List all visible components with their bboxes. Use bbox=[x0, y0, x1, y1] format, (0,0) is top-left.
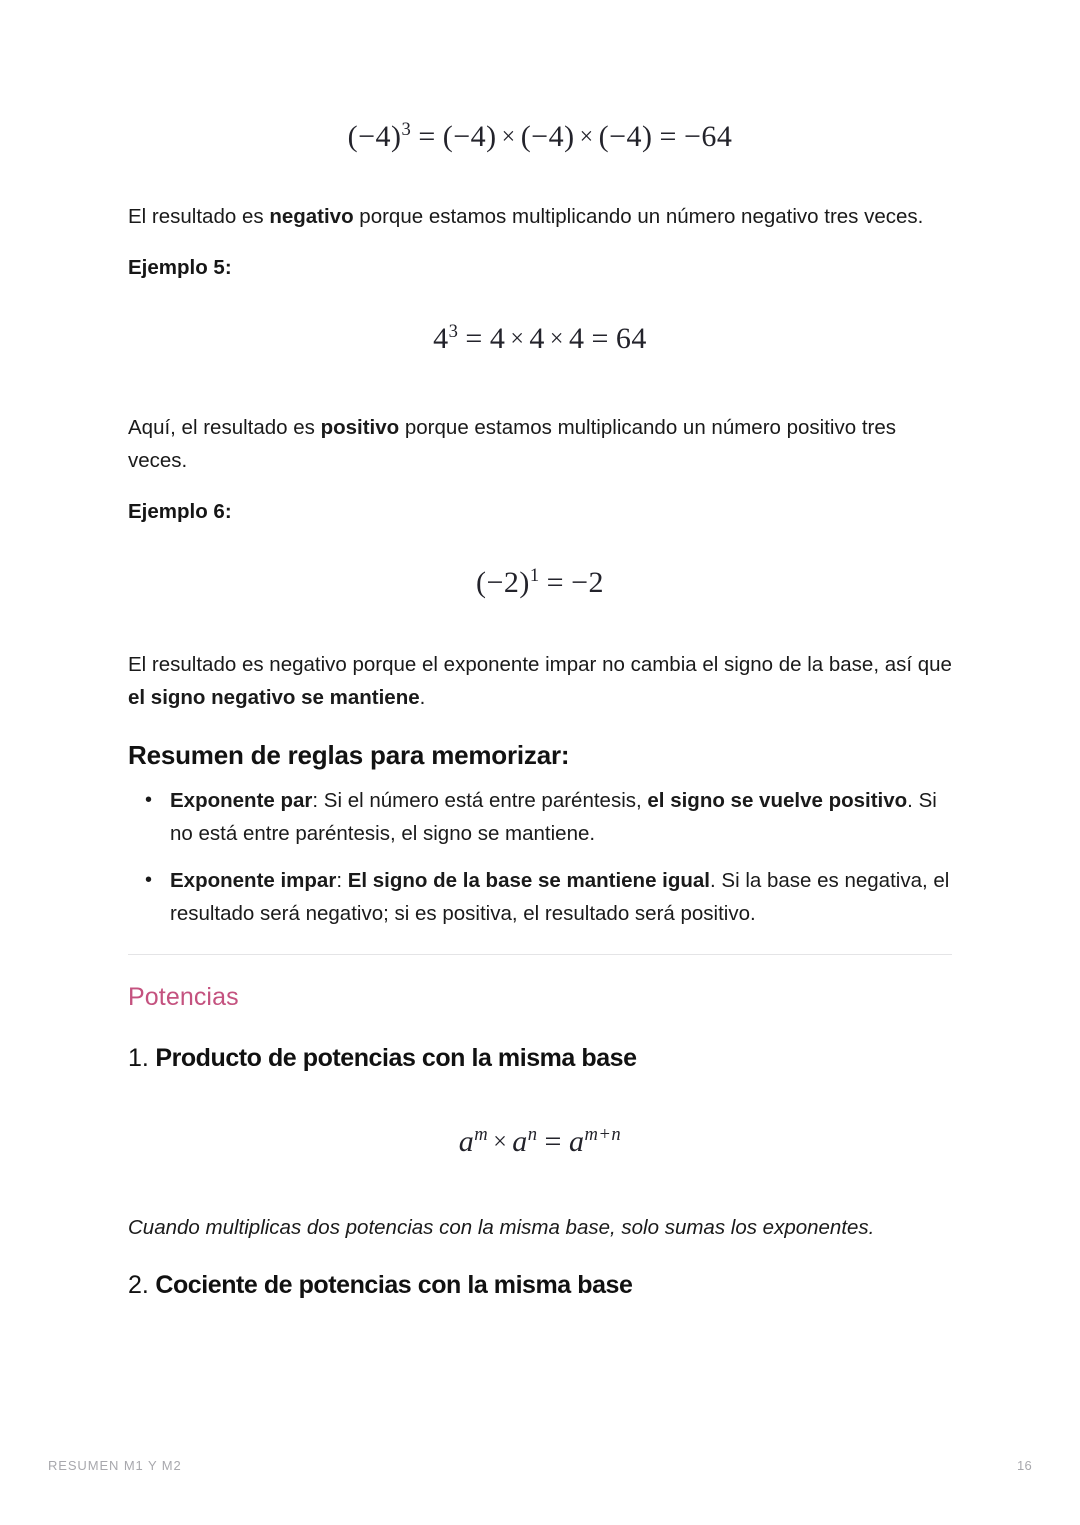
label-ejemplo-5: Ejemplo 5: bbox=[128, 256, 232, 279]
formula1-equals-1: = bbox=[418, 120, 436, 153]
formula4-base-1: a bbox=[458, 1125, 475, 1158]
formula2-lhs-base: 4 bbox=[433, 322, 449, 355]
formula1-times-2: × bbox=[579, 124, 594, 150]
paragraph-product-rule-explanation: Cuando multiplicas dos potencias con la misma base, solo sumas los exponentes. bbox=[128, 1216, 875, 1239]
p1-bold-negativo: negativo bbox=[269, 205, 354, 228]
formula3-equals: = bbox=[546, 566, 565, 599]
p3-bold-sign-kept: el signo negativo se mantiene bbox=[128, 686, 420, 709]
formula-negative-base-power-one bbox=[128, 566, 952, 600]
rules-list bbox=[128, 784, 952, 930]
rule2-bold-2: El signo de la base se mantiene igual bbox=[347, 869, 711, 892]
formula3-lhs-base: (−2) bbox=[475, 566, 530, 599]
heading-producto-de-potencias bbox=[128, 1041, 952, 1075]
formula4-exponent-2: n bbox=[527, 1124, 538, 1145]
heading-resumen-reglas: Resumen de reglas para memorizar: bbox=[128, 740, 570, 770]
rule1-bold-1: Exponente par bbox=[170, 789, 313, 812]
paragraph-negative-explanation bbox=[128, 200, 952, 233]
heading-cociente-de-potencias bbox=[128, 1268, 952, 1302]
formula2-times-1: × bbox=[510, 326, 525, 352]
bullet-icon: • bbox=[145, 869, 153, 891]
formula3-lhs-exponent: 1 bbox=[529, 565, 540, 586]
section-title-potencias: Potencias bbox=[128, 983, 239, 1011]
formula2-term-1: 4 bbox=[489, 322, 506, 355]
formula-negative-base-cubed bbox=[128, 120, 952, 154]
rule1-bold-2: el signo se vuelve positivo bbox=[647, 789, 908, 812]
rule2-segment-2: . Si la base es negativa, el resultado será negativo; si es positiva, el resultado será positivo. bbox=[170, 869, 950, 925]
formula-positive-base-cubed bbox=[128, 322, 952, 356]
rule2-segment-1: : bbox=[336, 869, 348, 892]
list-item bbox=[128, 784, 952, 850]
rule2-bold-1: Exponente impar bbox=[170, 869, 337, 892]
formula4-exponent-3: m+n bbox=[584, 1124, 622, 1145]
formula3-result: −2 bbox=[571, 566, 605, 599]
p2-segment-2: porque estamos multiplicando un número positivo tres veces. bbox=[128, 416, 897, 472]
formula4-times: × bbox=[493, 1129, 508, 1155]
formula-product-of-powers bbox=[128, 1125, 952, 1159]
formula4-equals: = bbox=[544, 1125, 562, 1158]
formula1-term-3: (−4) bbox=[598, 120, 653, 153]
label-ejemplo-6: Ejemplo 6: bbox=[128, 500, 232, 523]
formula2-term-2: 4 bbox=[529, 322, 545, 355]
formula4-base-2: a bbox=[512, 1125, 528, 1158]
formula1-result: −64 bbox=[683, 120, 733, 153]
formula1-lhs-exponent: 3 bbox=[401, 119, 412, 140]
p2-segment-1: Aquí, el resultado es bbox=[128, 416, 321, 439]
rule1-segment-1: : Si el número está entre paréntesis, bbox=[312, 789, 648, 812]
paragraph-odd-exponent-explanation bbox=[128, 648, 952, 714]
rule1-segment-2: . Si no está entre paréntesis, el signo se mantiene. bbox=[170, 789, 937, 845]
formula2-times-2: × bbox=[549, 326, 564, 352]
footer-page-number: 16 bbox=[1016, 1458, 1032, 1473]
formula2-term-3: 4 bbox=[568, 322, 585, 355]
heading-2-text: Cociente de potencias con la misma base bbox=[155, 1271, 633, 1299]
p3-segment-1: El resultado es negativo porque el exponente impar no cambia el signo de la base, así que bbox=[128, 653, 952, 676]
formula4-exponent-1: m bbox=[474, 1124, 489, 1145]
bullet-icon: • bbox=[145, 789, 153, 811]
p3-segment-2: . bbox=[419, 686, 426, 709]
heading-1-text: Producto de potencias con la misma base bbox=[155, 1044, 637, 1072]
formula1-lhs-base: (−4) bbox=[347, 120, 402, 153]
page-footer bbox=[48, 1458, 1032, 1473]
formula4-base-3: a bbox=[568, 1125, 585, 1158]
formula1-term-2: (−4) bbox=[520, 120, 575, 153]
formula1-term-1: (−4) bbox=[442, 120, 497, 153]
list-item bbox=[128, 864, 952, 930]
p2-bold-positivo: positivo bbox=[320, 416, 400, 439]
heading-2-number: 2. bbox=[128, 1271, 149, 1299]
formula2-equals-2: = bbox=[591, 322, 609, 355]
p1-segment-1: El resultado es bbox=[128, 205, 270, 228]
formula1-times-1: × bbox=[501, 124, 516, 150]
paragraph-positive-explanation bbox=[128, 411, 952, 477]
footer-document-title: RESUMEN M1 Y M2 bbox=[48, 1458, 182, 1473]
formula2-equals-1: = bbox=[465, 322, 483, 355]
heading-1-number: 1. bbox=[128, 1044, 149, 1072]
formula2-result: 64 bbox=[615, 322, 647, 355]
formula1-equals-2: = bbox=[659, 120, 677, 153]
formula2-lhs-exponent: 3 bbox=[448, 321, 459, 342]
page-content bbox=[128, 0, 952, 1302]
p1-segment-2: porque estamos multiplicando un número negativo tres veces. bbox=[353, 205, 924, 228]
